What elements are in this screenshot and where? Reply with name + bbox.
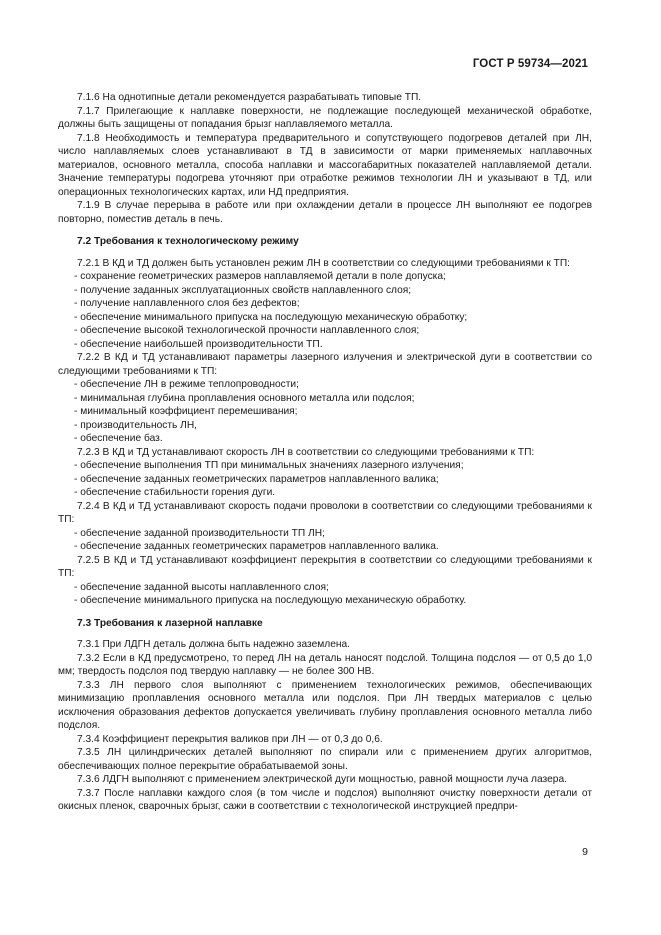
list-item: - производительность ЛН,: [74, 419, 198, 431]
paragraph-7-3-4: 7.3.4 Коэффициент перекрытия валиков при ЛН — от 0,3 до 0,6.: [77, 733, 383, 745]
list-item: - обеспечение минимального припуска на последующую механическую обработку.: [74, 595, 467, 606]
list-item: - сохранение геометрических размеров наплавляемой детали в поле допуска;: [74, 271, 446, 282]
section-heading-7-2: 7.2 Требования к технологическому режиму: [77, 236, 299, 247]
list-item: - обеспечение стабильности горения дуги.: [74, 487, 276, 498]
list-item: - обеспечение заданных геометрических параметров наплавленного валика.: [74, 541, 439, 552]
paragraph-7-3-3: 7.3.3 ЛН первого слоя выполняют с применением технологических режимов, обеспечивающих минимизацию проплавления основного металла или подслоя. При ЛН твердых материалов с целью исключения образования дефектов допускается увеличивать глубину проплавления основного металла либо подслоя.: [58, 679, 592, 731]
list-item: - обеспечение наибольшей производительности ТП.: [74, 338, 323, 350]
list-item: - получение наплавленного слоя без дефектов;: [74, 298, 300, 309]
paragraph-7-1-7: 7.1.7 Прилегающие к наплавке поверхности, не подлежащие последующей механической обработке, должны быть защищены от попадания брызг наплавляемого металла.: [58, 105, 592, 130]
paragraph-7-2-5: 7.2.5 В КД и ТД устанавливают коэффициент перекрытия в соответствии со следующими требованиями к ТП:: [58, 554, 592, 579]
paragraph-7-3-7: 7.3.7 После наплавки каждого слоя (в том числе и подслоя) выполняют очистку поверхности детали от окисных пленок, сварочных брызг, сажи в соответствии с технологической инструкцией предпри-: [58, 787, 592, 812]
paragraph-7-3-2: 7.3.2 Если в КД предусмотрено, то перед ЛН на деталь наносят подслой. Толщина подслоя — от 0,5 до 1,0 мм; твердость подслоя под твердую наплавку — не более 300 НВ.: [58, 652, 592, 677]
paragraph-7-1-6: 7.1.6 На однотипные детали рекомендуется разрабатывать типовые ТП.: [77, 92, 422, 103]
list-item: - обеспечение высокой технологической прочности наплавленного слоя;: [74, 325, 420, 336]
section-heading-7-3: 7.3 Требования к лазерной наплавке: [77, 617, 263, 629]
list-item: - обеспечение ЛН в режиме теплопроводности;: [74, 379, 299, 390]
list-item: - обеспечение заданной высоты наплавленного слоя;: [74, 581, 329, 593]
document-body: [58, 91, 592, 814]
paragraph-7-2-2: 7.2.2 В КД и ТД устанавливают параметры лазерного излучения и электрической дуги в соответствии со следующими требованиями к ТП:: [58, 352, 592, 377]
paragraph-7-2-1: 7.2.1 В КД и ТД должен быть установлен режим ЛН в соответствии со следующими требованиями к ТП:: [77, 257, 571, 269]
paragraph-7-3-6: 7.3.6 ЛДГН выполняют с применением электрической дуги мощностью, равной мощности луча лазера.: [77, 774, 567, 785]
list-item: - получение заданных эксплуатационных свойств наплавленного слоя;: [74, 284, 412, 296]
list-item: - минимальный коэффициент перемешивания;: [74, 406, 298, 417]
paragraph-7-1-8: 7.1.8 Необходимость и температура предварительного и сопутствующего подогревов деталей при ЛН, число наплавляемых слоев устанавливают в ТД в зависимости от марки применяемых наплавочных материалов, основного металла, способа наплавки и массогабаритных показателей наплавляемой детали. Значение температуры подогрева уточняют при отработке режимов технологии ЛН и указывают в ТД, или операционных технологических картах, или НД предприятия.: [58, 132, 592, 198]
list-item: - обеспечение баз.: [74, 433, 163, 444]
list-item: - обеспечение выполнения ТП при минимальных значениях лазерного излучения;: [74, 460, 464, 471]
list-item: - обеспечение минимального припуска на последующую механическую обработку;: [74, 311, 468, 323]
list-item: - обеспечение заданной производительности ТП ЛН;: [74, 527, 325, 539]
list-item: - обеспечение заданных геометрических параметров наплавленного валика;: [74, 473, 439, 485]
paragraph-7-3-5: 7.3.5 ЛН цилиндрических деталей выполняют по спирали или с применением других алгоритмов, обеспечивающих полное перекрытие обрабатываемой зоны.: [58, 747, 592, 772]
list-item: - минимальная глубина проплавления основного металла или подслоя;: [74, 392, 415, 404]
paragraph-7-1-9: 7.1.9 В случае перерыва в работе или при охлаждении детали в процессе ЛН выполняют ее подогрев повторно, поместив деталь в печь.: [58, 200, 592, 225]
page-header: ГОСТ Р 59734—2021: [472, 58, 588, 70]
paragraph-7-2-3: 7.2.3 В КД и ТД устанавливают скорость ЛН в соответствии со следующими требованиями к ТП:: [77, 446, 535, 458]
paragraph-7-3-1: 7.3.1 При ЛДГН деталь должна быть надежно заземлена.: [77, 639, 350, 650]
paragraph-7-2-4: 7.2.4 В КД и ТД устанавливают скорость подачи проволоки в соответствии со следующими требованиями к ТП:: [58, 500, 592, 525]
page-number: 9: [582, 846, 588, 858]
